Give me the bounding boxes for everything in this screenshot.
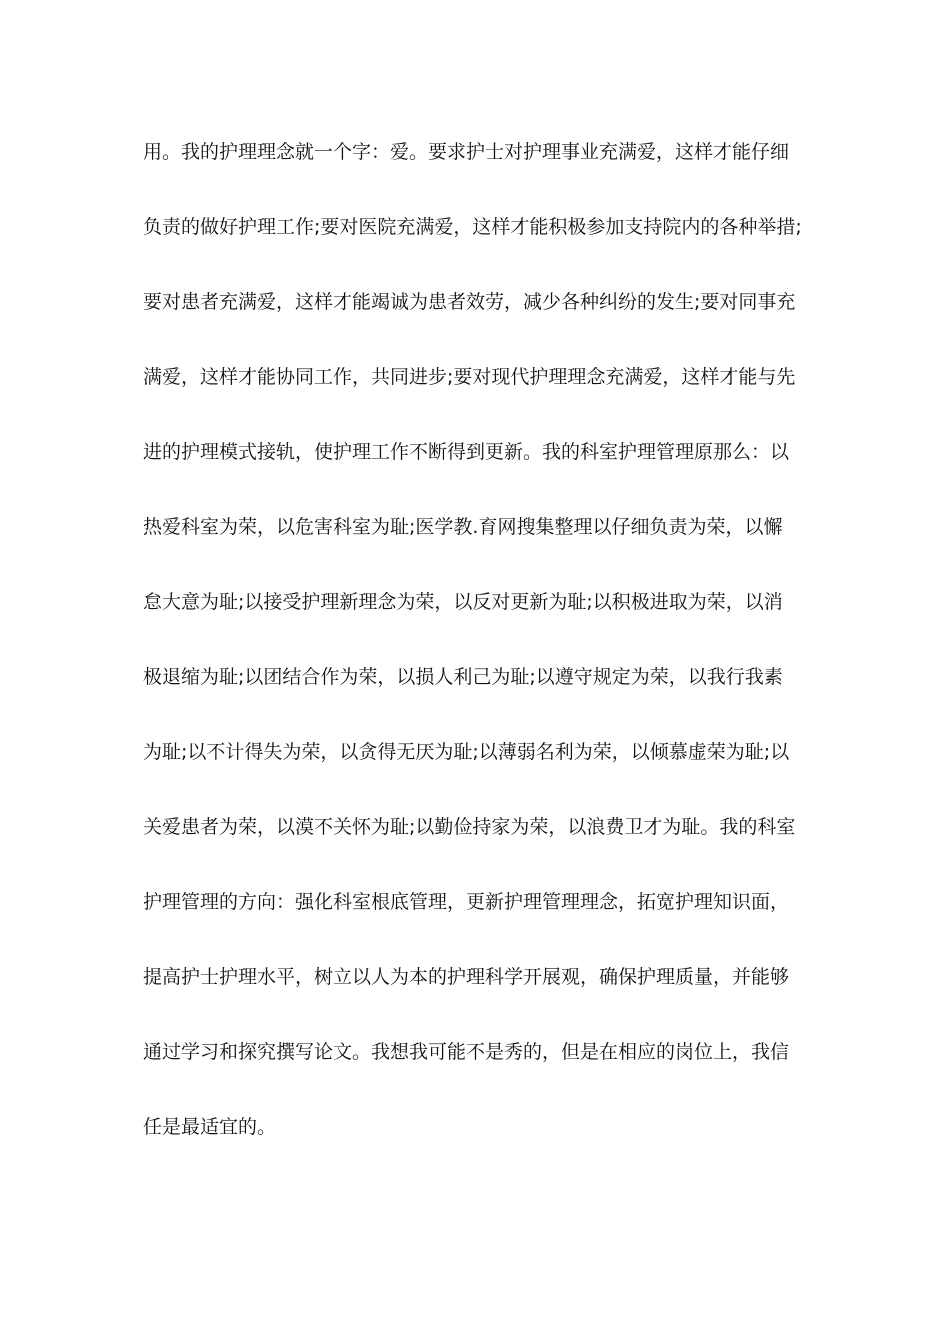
text-line-5: 进的护理模式接轨，使护理工作不断得到更新。我的科室护理管理原那么：以 <box>143 441 790 463</box>
text-line-12: 提高护士护理水平，树立以人为本的护理科学开展观，确保护理质量，并能够 <box>143 966 790 988</box>
text-line-3: 要对患者充满爱，这样才能竭诚为患者效劳，减少各种纠纷的发生;要对同事充 <box>143 291 796 313</box>
text-line-6: 热爱科室为荣，以危害科室为耻;医学教.育网搜集整理以仔细负责为荣，以懈 <box>143 516 783 538</box>
text-line-7: 怠大意为耻;以接受护理新理念为荣，以反对更新为耻;以积极进取为荣，以消 <box>143 591 783 613</box>
text-line-8: 极退缩为耻;以团结合作为荣，以损人利己为耻;以遵守规定为荣，以我行我素 <box>143 666 783 688</box>
body-paragraph <box>143 130 813 1180</box>
text-line-1: 用。我的护理理念就一个字：爱。要求护士对护理事业充满爱，这样才能仔细 <box>143 141 790 163</box>
text-line-14: 任是最适宜的。 <box>143 1116 277 1138</box>
text-line-2: 负责的做好护理工作;要对医院充满爱，这样才能积极参加支持院内的各种举措; <box>143 216 802 238</box>
text-line-11: 护理管理的方向：强化科室根底管理，更新护理管理理念，拓宽护理知识面， <box>143 891 790 913</box>
text-line-13: 通过学习和探究撰写论文。我想我可能不是秀的，但是在相应的岗位上，我信 <box>143 1041 790 1063</box>
text-line-10: 关爱患者为荣，以漠不关怀为耻;以勤俭持家为荣，以浪费卫才为耻。我的科室 <box>143 816 796 838</box>
text-line-9: 为耻;以不计得失为荣，以贪得无厌为耻;以薄弱名利为荣，以倾慕虚荣为耻;以 <box>143 741 790 763</box>
text-line-4: 满爱，这样才能协同工作，共同进步;要对现代护理理念充满爱，这样才能与先 <box>143 366 796 388</box>
